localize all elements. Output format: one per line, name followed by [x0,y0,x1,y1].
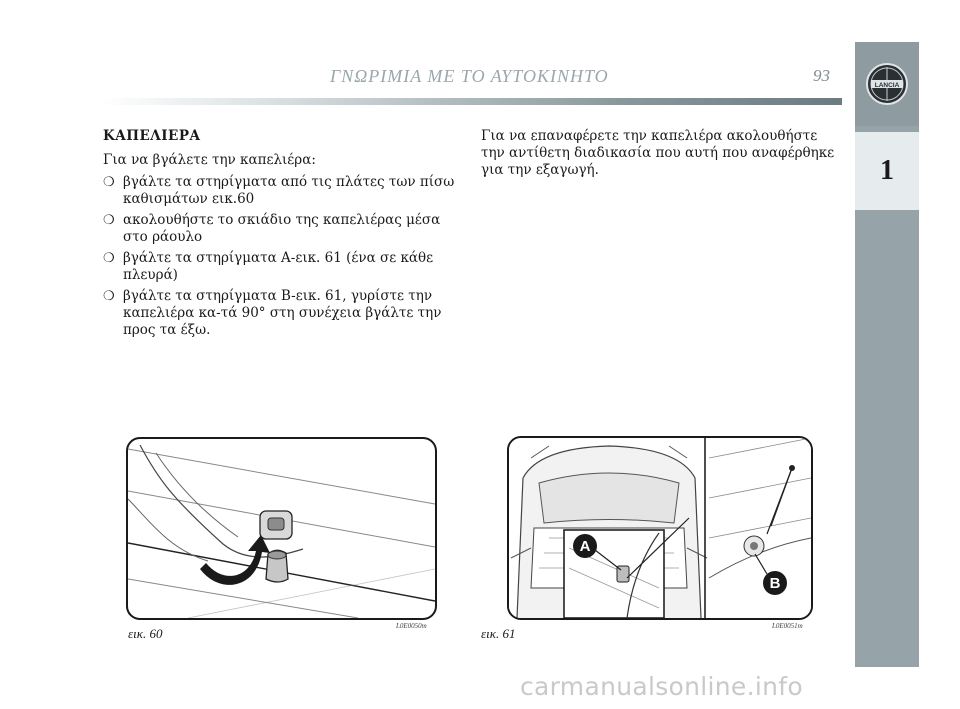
arrow-icon [200,535,270,585]
intro-text: Για να βγάλετε την καπελιέρα: [103,152,316,168]
bullet-mark: ❍ [103,289,115,304]
list-item-text: ακολουθήστε το σκιάδιο της καπελιέρας μέσα στο ράουλο [123,212,441,245]
list-item-text: βγάλτε τα στηρίγματα από τις πλάτες των πίσω καθισμάτων εικ.60 [123,174,455,207]
trunk-illustration [509,438,811,618]
figure-60-code: L0E0050m [396,622,427,630]
lancia-logo-icon [865,62,909,106]
callout-b-label: B [769,575,781,592]
seat-support-illustration [128,439,435,618]
brand-logo-box [855,42,919,126]
list-item [103,250,460,284]
instruction-list [103,174,460,339]
chapter-sidebar [855,42,919,667]
page-header-title: ΓΝΩΡΙΜΙΑ ΜΕ ΤΟ ΑΥΤΟΚΙΝΗΤΟ [330,66,609,86]
figure-61-caption: εικ. 61 [481,626,516,641]
list-item [103,174,460,208]
logo-text: LANCIA [874,82,900,89]
list-item [103,288,460,339]
figure-61 [507,436,813,620]
callout-a-label: A [579,538,591,555]
figure-60-caption: εικ. 60 [128,626,163,641]
reinstall-paragraph: Για να επαναφέρετε την καπελιέρα ακολουθήστε την αντίθετη διαδικασία που αυτή που αναφέρθηκε για την εξαγωγή. [481,128,835,178]
bullet-mark: ❍ [103,175,115,190]
right-column [481,128,841,179]
header-rule [100,98,842,105]
chapter-tab: 1 [855,132,919,210]
figure-61-code: L0E0051m [772,622,803,630]
bullet-mark: ❍ [103,213,115,228]
watermark: carmanualsonline.info [520,672,803,701]
left-column [103,128,460,343]
section-title: ΚΑΠΕΛΙΕΡΑ [103,128,201,144]
page-number: 93 [813,66,830,85]
support-clip-upper [260,511,292,539]
support-clip-lower [266,550,288,582]
list-item-text: βγάλτε τα στηρίγματα A-εικ. 61 (ένα σε κάθε πλευρά) [123,250,434,283]
list-item-text: βγάλτε τα στηρίγματα B-εικ. 61, γυρίστε την καπελιέρα κα-τά 90° στη συνέχεια βγάλτε την προς τα έξω. [123,288,442,338]
figure-60 [126,437,437,620]
list-item [103,212,460,246]
bullet-mark: ❍ [103,251,115,266]
